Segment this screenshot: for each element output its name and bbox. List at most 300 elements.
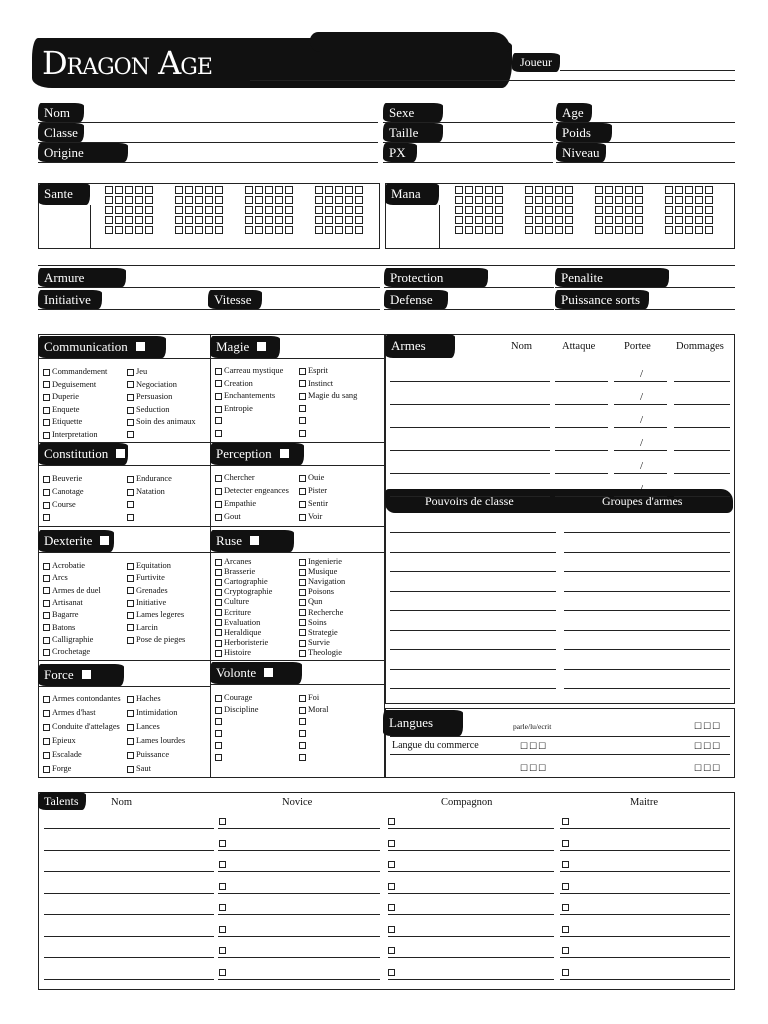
skill-item[interactable] [299,754,308,761]
skill-checkbox[interactable] [127,724,134,731]
checkbox[interactable] [315,196,323,204]
skill-item[interactable] [127,418,196,426]
skill-checkbox[interactable] [215,569,222,576]
skill-checkbox[interactable] [299,559,306,566]
skill-checkbox[interactable] [215,501,222,508]
checkbox[interactable] [245,226,253,234]
skill-item[interactable] [127,709,177,717]
talent-name-field[interactable] [44,850,214,851]
weapon-range-field[interactable] [614,450,667,451]
checkbox[interactable] [605,206,613,214]
skill-checkbox[interactable] [127,766,134,773]
language-boxes-2[interactable]: ☐☐☐ [520,741,548,751]
checkbox[interactable] [185,206,193,214]
skill-checkbox[interactable] [43,649,50,656]
skill-checkbox[interactable] [299,650,306,657]
checkbox[interactable] [195,196,203,204]
skill-item[interactable] [127,381,177,389]
skill-checkbox[interactable] [43,710,50,717]
talent-checkbox[interactable] [388,947,395,954]
checkbox[interactable] [335,226,343,234]
skill-item[interactable] [127,501,136,508]
skill-checkbox[interactable] [43,738,50,745]
checkbox[interactable] [185,186,193,194]
checkbox[interactable] [245,196,253,204]
checkbox[interactable] [265,186,273,194]
checkbox[interactable] [555,216,563,224]
checkbox[interactable] [685,216,693,224]
weapon-group-field[interactable] [564,532,730,533]
skill-checkbox[interactable] [299,501,306,508]
defense-field[interactable] [384,309,554,310]
checkbox[interactable] [215,186,223,194]
skill-item[interactable] [215,742,224,749]
checkbox[interactable] [205,206,213,214]
skill-checkbox[interactable] [299,742,306,749]
talent-checkbox[interactable] [562,818,569,825]
skill-item[interactable] [215,417,224,424]
talent-checkbox[interactable] [219,818,226,825]
skill-checkbox[interactable] [299,488,306,495]
attribute-focus-checkbox[interactable] [250,536,259,545]
skill-item[interactable] [215,430,224,437]
skill-item[interactable] [127,599,166,607]
skill-checkbox[interactable] [43,369,50,376]
skill-checkbox[interactable] [215,417,222,424]
checkbox[interactable] [215,226,223,234]
skill-item[interactable] [299,639,330,647]
skill-checkbox[interactable] [127,419,134,426]
skill-item[interactable] [215,405,253,413]
attribute-focus-checkbox[interactable] [257,342,266,351]
skill-item[interactable] [43,574,68,582]
skill-item[interactable] [43,695,121,703]
weapon-damage-field[interactable] [674,473,730,474]
checkbox[interactable] [115,186,123,194]
skill-checkbox[interactable] [299,579,306,586]
skill-checkbox[interactable] [215,430,222,437]
skill-item[interactable] [299,367,328,375]
weapon-damage-field[interactable] [674,404,730,405]
checkbox[interactable] [465,196,473,204]
checkbox[interactable] [285,196,293,204]
weapon-attack-field[interactable] [555,427,608,428]
skill-item[interactable] [43,418,82,426]
age-field[interactable] [556,122,735,123]
skill-item[interactable] [43,765,71,773]
checkbox[interactable] [245,186,253,194]
checkbox[interactable] [135,216,143,224]
checkbox[interactable] [545,216,553,224]
skill-checkbox[interactable] [43,476,50,483]
talent-journeyman-field[interactable] [388,914,554,915]
skill-checkbox[interactable] [127,501,134,508]
skill-checkbox[interactable] [215,609,222,616]
skill-checkbox[interactable] [215,514,222,521]
skill-item[interactable] [215,568,255,576]
checkbox[interactable] [525,216,533,224]
checkbox[interactable] [525,196,533,204]
checkbox[interactable] [625,196,633,204]
skill-checkbox[interactable] [127,407,134,414]
checkbox[interactable] [685,226,693,234]
skill-item[interactable] [299,568,337,576]
spell-power-field[interactable] [555,309,735,310]
skill-item[interactable] [299,629,338,637]
class-power-field[interactable] [390,532,556,533]
checkbox[interactable] [545,206,553,214]
checkbox[interactable] [615,206,623,214]
skill-item[interactable] [299,513,322,521]
talent-checkbox[interactable] [388,926,395,933]
skill-item[interactable] [215,629,261,637]
checkbox[interactable] [675,216,683,224]
class-power-field[interactable] [390,591,556,592]
attribute-focus-checkbox[interactable] [136,342,145,351]
checkbox[interactable] [175,226,183,234]
checkbox[interactable] [545,196,553,204]
checkbox[interactable] [665,226,673,234]
skill-checkbox[interactable] [43,600,50,607]
skill-item[interactable] [127,562,171,570]
checkbox[interactable] [285,226,293,234]
talent-journeyman-field[interactable] [388,871,554,872]
skill-item[interactable] [215,558,251,566]
checkbox[interactable] [105,226,113,234]
talent-checkbox[interactable] [562,840,569,847]
skill-checkbox[interactable] [127,738,134,745]
checkbox[interactable] [355,216,363,224]
checkbox[interactable] [205,186,213,194]
skill-checkbox[interactable] [299,589,306,596]
origin-field[interactable] [38,162,378,163]
skill-item[interactable] [215,706,258,714]
checkbox[interactable] [185,226,193,234]
checkbox[interactable] [265,196,273,204]
skill-item[interactable] [299,392,357,400]
checkbox[interactable] [335,206,343,214]
skill-item[interactable] [43,636,93,644]
talent-checkbox[interactable] [562,904,569,911]
checkbox[interactable] [455,216,463,224]
checkbox[interactable] [285,216,293,224]
checkbox[interactable] [685,206,693,214]
skill-checkbox[interactable] [299,629,306,636]
weapon-range-field[interactable] [614,496,667,497]
skill-item[interactable] [299,619,327,627]
skill-checkbox[interactable] [215,650,222,657]
weapon-attack-field[interactable] [555,450,608,451]
checkbox[interactable] [665,216,673,224]
weapon-name-field[interactable] [390,404,550,405]
skill-item[interactable] [127,587,168,595]
weight-field[interactable] [556,142,735,143]
checkbox[interactable] [615,226,623,234]
checkbox[interactable] [665,206,673,214]
skill-item[interactable] [43,587,101,595]
talent-checkbox[interactable] [562,861,569,868]
checkbox[interactable] [105,186,113,194]
talent-master-field[interactable] [560,893,730,894]
skill-item[interactable] [43,737,76,745]
checkbox[interactable] [705,196,713,204]
skill-checkbox[interactable] [299,730,306,737]
skill-item[interactable] [299,742,308,749]
talent-journeyman-field[interactable] [388,828,554,829]
checkbox[interactable] [275,186,283,194]
checkbox[interactable] [275,216,283,224]
skill-checkbox[interactable] [43,766,50,773]
checkbox[interactable] [455,206,463,214]
checkbox[interactable] [125,216,133,224]
skill-checkbox[interactable] [127,394,134,401]
skill-item[interactable] [215,619,260,627]
skill-checkbox[interactable] [127,696,134,703]
skill-checkbox[interactable] [127,575,134,582]
skill-checkbox[interactable] [215,368,222,375]
checkbox[interactable] [485,196,493,204]
skill-item[interactable] [127,751,169,759]
checkbox[interactable] [475,196,483,204]
skill-checkbox[interactable] [299,707,306,714]
weapon-range-field[interactable] [614,404,667,405]
skill-item[interactable] [127,695,161,703]
skill-item[interactable] [215,513,241,521]
skill-item[interactable] [43,406,79,414]
checkbox[interactable] [105,196,113,204]
checkbox[interactable] [555,206,563,214]
talent-master-field[interactable] [560,957,730,958]
weapon-group-field[interactable] [564,591,730,592]
checkbox[interactable] [285,186,293,194]
weapon-group-field[interactable] [564,649,730,650]
checkbox[interactable] [355,226,363,234]
talent-name-field[interactable] [44,871,214,872]
health-box-group[interactable] [455,186,503,234]
health-box-group[interactable] [595,186,643,234]
skill-item[interactable] [43,611,79,619]
skill-checkbox[interactable] [43,381,50,388]
talent-master-field[interactable] [560,828,730,829]
talent-checkbox[interactable] [388,818,395,825]
checkbox[interactable] [125,206,133,214]
checkbox[interactable] [495,226,503,234]
sex-field[interactable] [383,122,553,123]
checkbox[interactable] [145,216,153,224]
talent-checkbox[interactable] [562,883,569,890]
skill-checkbox[interactable] [127,514,134,521]
talent-checkbox[interactable] [219,840,226,847]
skill-item[interactable] [299,430,308,437]
skill-checkbox[interactable] [127,752,134,759]
checkbox[interactable] [635,206,643,214]
skill-checkbox[interactable] [215,695,222,702]
weapon-attack-field[interactable] [555,473,608,474]
talent-name-field[interactable] [44,828,214,829]
skill-checkbox[interactable] [299,475,306,482]
skill-item[interactable] [299,649,342,657]
checkbox[interactable] [705,206,713,214]
checkbox[interactable] [605,196,613,204]
talent-novice-field[interactable] [218,828,380,829]
skill-checkbox[interactable] [215,730,222,737]
checkbox[interactable] [335,196,343,204]
skill-checkbox[interactable] [127,624,134,631]
checkbox[interactable] [565,196,573,204]
talent-checkbox[interactable] [562,947,569,954]
penalty-field[interactable] [555,287,735,288]
checkbox[interactable] [125,196,133,204]
checkbox[interactable] [465,216,473,224]
talent-checkbox[interactable] [219,947,226,954]
checkbox[interactable] [115,206,123,214]
checkbox[interactable] [115,216,123,224]
skill-checkbox[interactable] [43,432,50,439]
checkbox[interactable] [345,186,353,194]
talent-novice-field[interactable] [218,850,380,851]
skill-checkbox[interactable] [215,488,222,495]
skill-checkbox[interactable] [43,407,50,414]
skill-checkbox[interactable] [215,380,222,387]
skill-checkbox[interactable] [299,695,306,702]
skill-item[interactable] [299,706,328,714]
checkbox[interactable] [635,226,643,234]
checkbox[interactable] [455,186,463,194]
skill-item[interactable] [299,558,342,566]
skill-checkbox[interactable] [299,393,306,400]
skill-item[interactable] [215,730,224,737]
talent-novice-field[interactable] [218,979,380,980]
language-boxes-5[interactable]: ☐☐☐ [694,763,722,773]
skill-checkbox[interactable] [299,380,306,387]
checkbox[interactable] [615,216,623,224]
weapon-group-field[interactable] [564,571,730,572]
checkbox[interactable] [635,186,643,194]
skill-item[interactable] [127,574,165,582]
checkbox[interactable] [195,206,203,214]
talent-checkbox[interactable] [219,969,226,976]
checkbox[interactable] [705,186,713,194]
skill-item[interactable] [215,598,249,606]
checkbox[interactable] [565,186,573,194]
skill-checkbox[interactable] [127,637,134,644]
checkbox[interactable] [325,186,333,194]
checkbox[interactable] [565,216,573,224]
weapon-group-field[interactable] [564,688,730,689]
checkbox[interactable] [285,206,293,214]
attribute-focus-checkbox[interactable] [100,536,109,545]
checkbox[interactable] [565,226,573,234]
skill-item[interactable] [127,488,165,496]
checkbox[interactable] [615,186,623,194]
skill-item[interactable] [299,588,334,596]
talent-checkbox[interactable] [219,883,226,890]
checkbox[interactable] [695,196,703,204]
checkbox[interactable] [275,226,283,234]
skill-item[interactable] [215,380,253,388]
skill-checkbox[interactable] [215,718,222,725]
health-box-group[interactable] [175,186,223,234]
checkbox[interactable] [255,206,263,214]
height-field[interactable] [383,142,553,143]
skill-checkbox[interactable] [215,742,222,749]
weapon-name-field[interactable] [390,496,550,497]
checkbox[interactable] [525,206,533,214]
talent-journeyman-field[interactable] [388,957,554,958]
skill-checkbox[interactable] [299,599,306,606]
checkbox[interactable] [525,186,533,194]
class-power-field[interactable] [390,688,556,689]
checkbox[interactable] [495,186,503,194]
checkbox[interactable] [485,226,493,234]
skill-checkbox[interactable] [43,612,50,619]
checkbox[interactable] [485,206,493,214]
talent-checkbox[interactable] [388,840,395,847]
player-field[interactable] [560,70,735,71]
checkbox[interactable] [595,206,603,214]
checkbox[interactable] [175,186,183,194]
checkbox[interactable] [485,216,493,224]
skill-checkbox[interactable] [299,569,306,576]
checkbox[interactable] [265,226,273,234]
talent-checkbox[interactable] [562,969,569,976]
checkbox[interactable] [465,186,473,194]
checkbox[interactable] [125,186,133,194]
skill-checkbox[interactable] [127,369,134,376]
skill-item[interactable] [43,562,85,570]
talent-checkbox[interactable] [219,926,226,933]
talent-journeyman-field[interactable] [388,850,554,851]
checkbox[interactable] [495,196,503,204]
weapon-attack-field[interactable] [555,381,608,382]
skill-item[interactable] [127,406,170,414]
checkbox[interactable] [205,226,213,234]
skill-item[interactable] [43,624,75,632]
skill-checkbox[interactable] [43,696,50,703]
skill-item[interactable] [215,694,252,702]
talent-novice-field[interactable] [218,957,380,958]
skill-checkbox[interactable] [127,587,134,594]
checkbox[interactable] [565,206,573,214]
checkbox[interactable] [675,206,683,214]
checkbox[interactable] [605,216,613,224]
talent-checkbox[interactable] [219,904,226,911]
checkbox[interactable] [355,186,363,194]
protection-field[interactable] [384,287,554,288]
skill-item[interactable] [215,754,224,761]
skill-item[interactable] [299,730,308,737]
health-box-group[interactable] [525,186,573,234]
weapon-name-field[interactable] [390,473,550,474]
weapon-attack-field[interactable] [555,404,608,405]
skill-checkbox[interactable] [215,579,222,586]
skill-item[interactable] [43,751,82,759]
checkbox[interactable] [195,186,203,194]
checkbox[interactable] [255,226,263,234]
skill-item[interactable] [43,393,79,401]
skill-checkbox[interactable] [299,754,306,761]
skill-checkbox[interactable] [215,599,222,606]
skill-item[interactable] [43,501,76,509]
checkbox[interactable] [695,186,703,194]
language-boxes-4[interactable]: ☐☐☐ [520,763,548,773]
checkbox[interactable] [455,196,463,204]
xp-field[interactable] [383,162,553,163]
checkbox[interactable] [255,186,263,194]
skill-item[interactable] [43,488,84,496]
checkbox[interactable] [555,186,563,194]
skill-item[interactable] [299,380,333,388]
